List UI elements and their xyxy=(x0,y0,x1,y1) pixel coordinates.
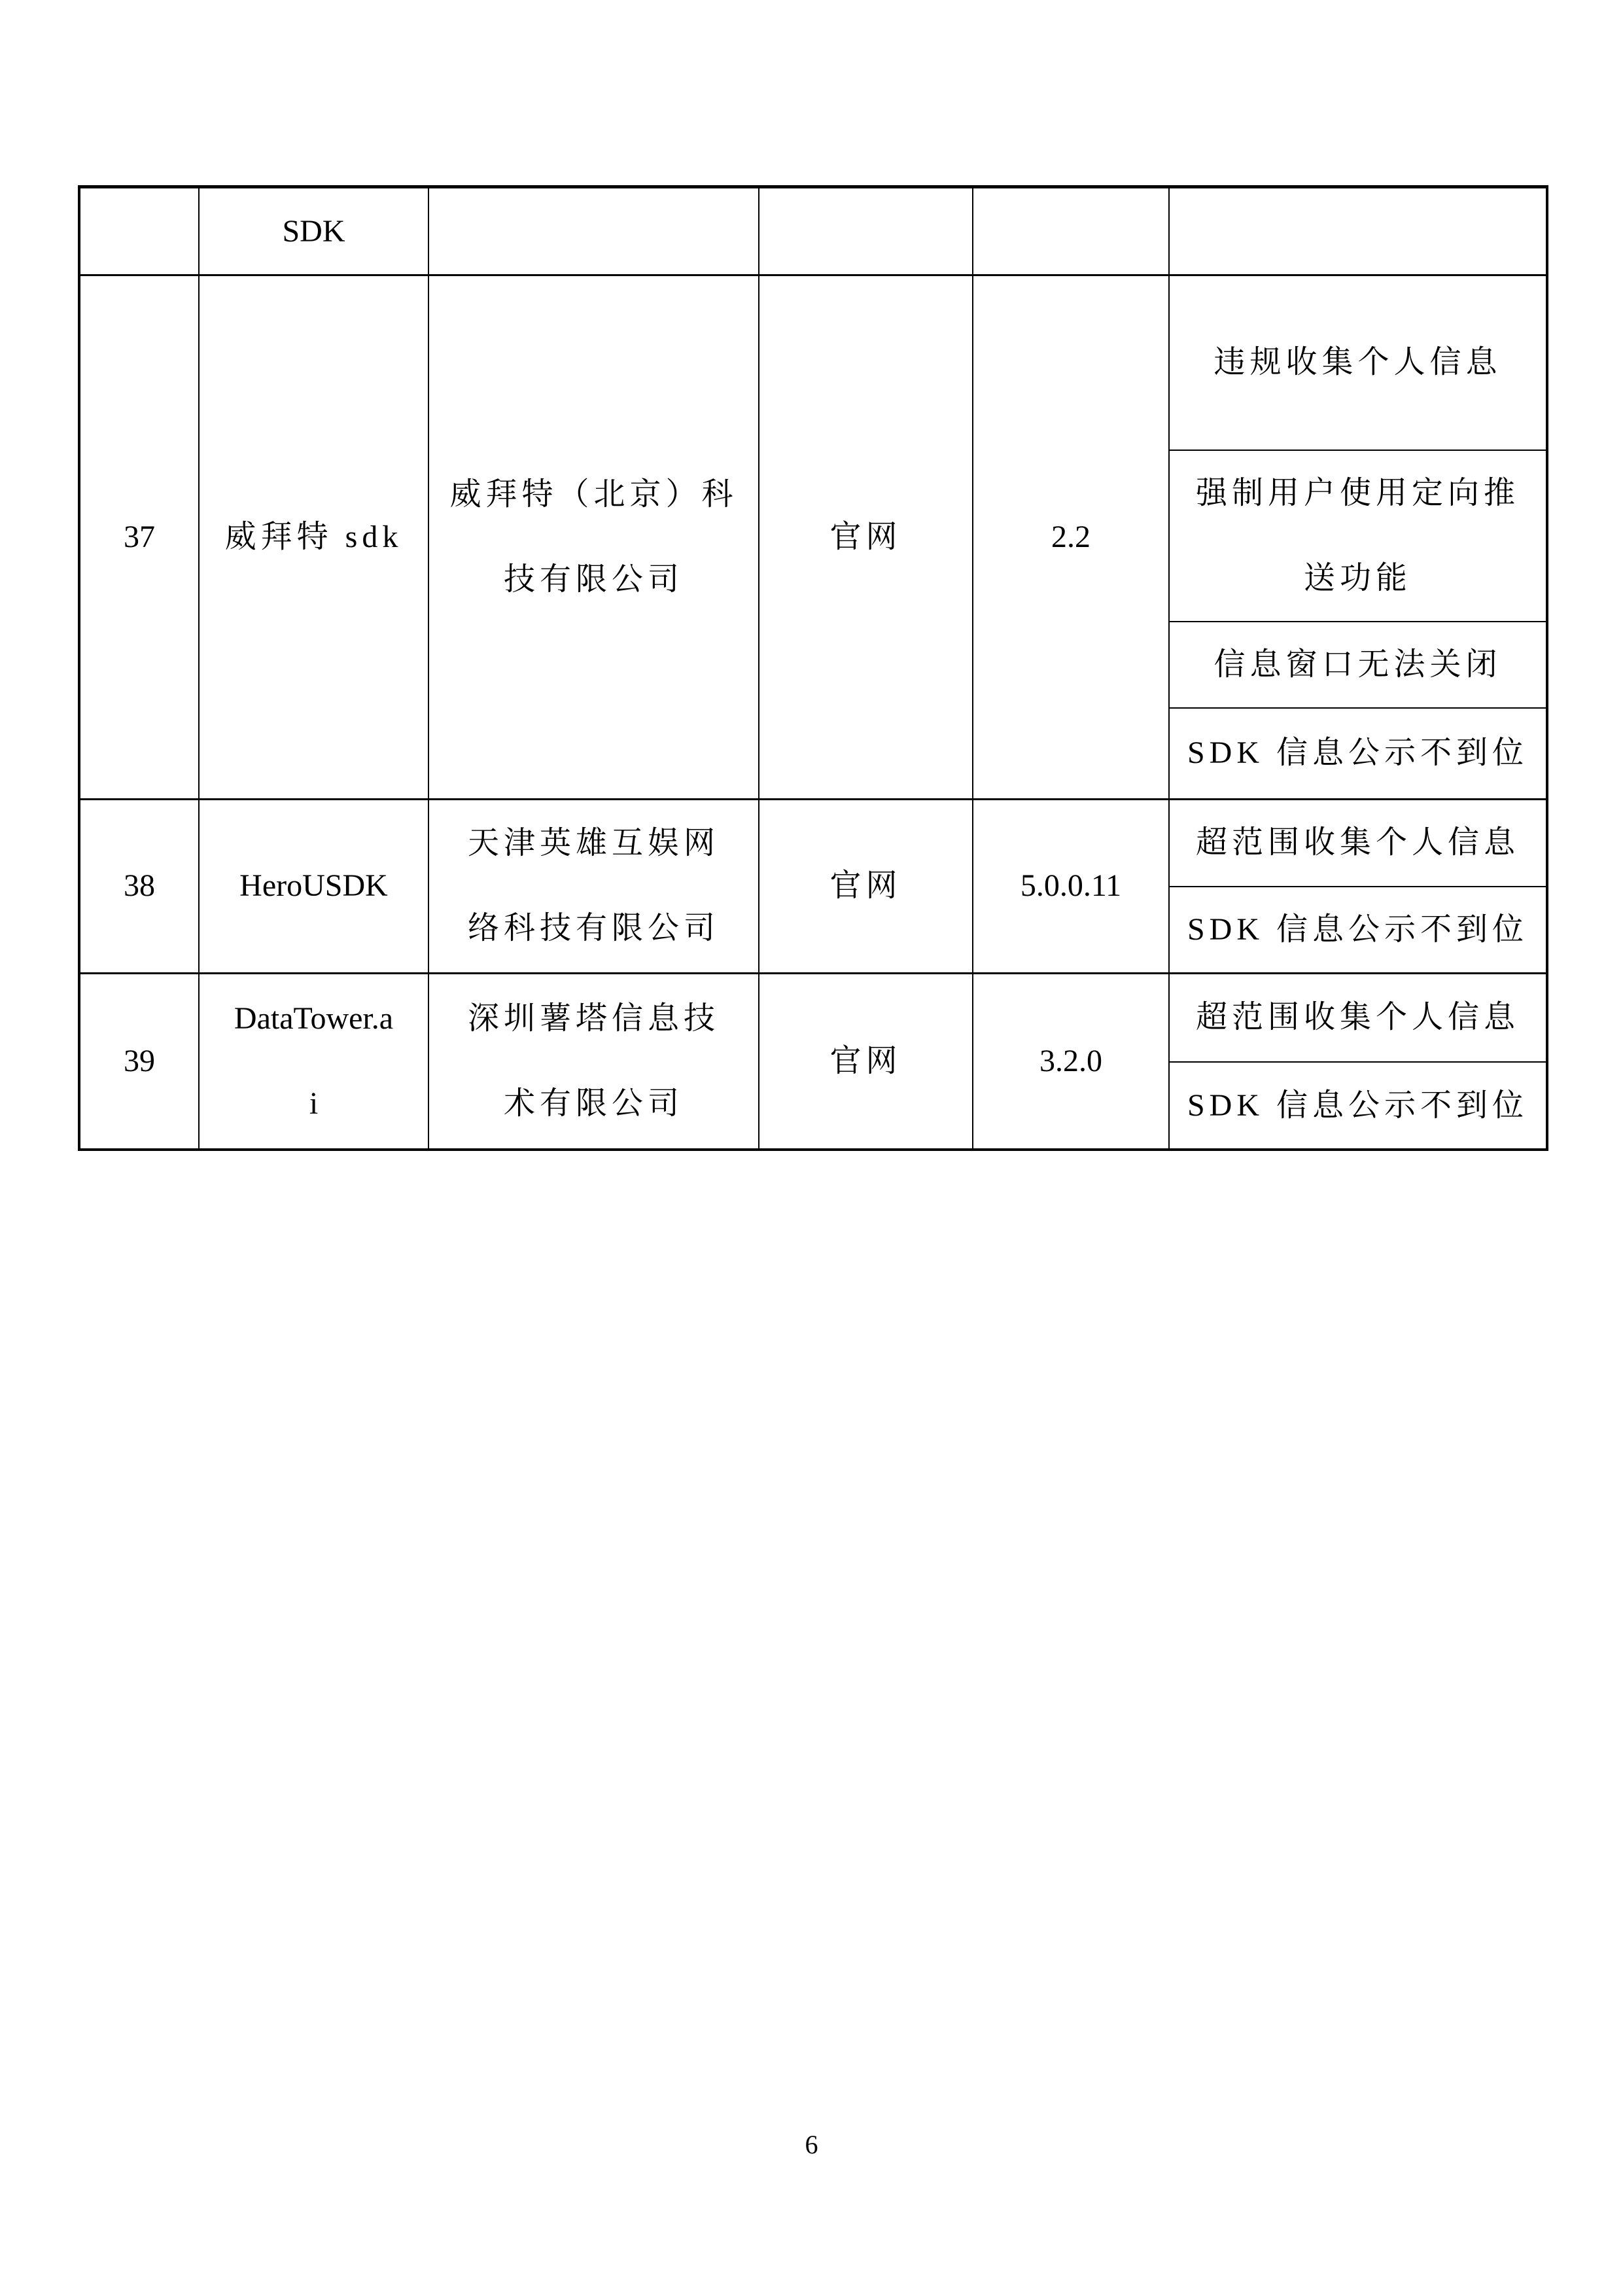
source-cell xyxy=(759,973,973,1150)
table-row-continuation xyxy=(79,187,1547,275)
version-cell-empty xyxy=(973,187,1169,275)
violation-line: SDK 信息公示不到位 xyxy=(1187,1087,1529,1123)
source-label: 官网 xyxy=(829,868,902,904)
violation-cell xyxy=(1169,973,1547,1062)
version-cell xyxy=(973,973,1169,1150)
source-label: 官网 xyxy=(829,1043,902,1078)
violation-cell xyxy=(1169,800,1547,887)
company-line: 络科技有限公司 xyxy=(467,911,720,946)
violation-line: SDK 信息公示不到位 xyxy=(1187,735,1529,771)
sdk-name-line: DataTower.a xyxy=(234,1000,394,1036)
company-cell-empty xyxy=(428,187,759,275)
table-row-38 xyxy=(79,800,1547,887)
sdk-name: 威拜特 sdk xyxy=(224,520,403,554)
source-cell xyxy=(759,275,973,800)
sdk-name-cell xyxy=(199,800,428,974)
row-index: 38 xyxy=(124,868,155,904)
sdk-name-cell xyxy=(199,275,428,800)
row-index-cell-empty xyxy=(79,187,199,275)
violation-line: 超范围收集个人信息 xyxy=(1195,1000,1520,1035)
source-cell xyxy=(759,800,973,974)
sdk-name-cell xyxy=(199,973,428,1150)
violation-line: 违规收集个人信息 xyxy=(1213,345,1502,380)
violation-cell xyxy=(1169,622,1547,708)
violation-cell xyxy=(1169,275,1547,450)
company-cell xyxy=(428,800,759,974)
company-line: 术有限公司 xyxy=(503,1086,684,1121)
row-index: 39 xyxy=(124,1043,155,1078)
violation-line: 送功能 xyxy=(1303,560,1412,595)
table-row-37 xyxy=(79,275,1547,450)
violation-line: SDK 信息公示不到位 xyxy=(1187,911,1529,947)
version-cell xyxy=(973,275,1169,800)
sdk-violation-table xyxy=(78,185,1548,1151)
sdk-name-continued-line: SDK xyxy=(282,213,345,249)
violation-line: 信息窗口无法关闭 xyxy=(1213,646,1502,682)
company-line: 技有限公司 xyxy=(503,562,684,597)
row-index-cell xyxy=(79,275,199,800)
table-row-39 xyxy=(79,973,1547,1062)
row-index: 37 xyxy=(124,520,155,554)
source-label: 官网 xyxy=(829,520,902,554)
version-label: 3.2.0 xyxy=(1039,1043,1102,1078)
version-label: 5.0.0.11 xyxy=(1020,868,1122,904)
company-line: 深圳薯塔信息技 xyxy=(467,1000,720,1036)
row-index-cell xyxy=(79,973,199,1150)
violation-line: 超范围收集个人信息 xyxy=(1195,825,1520,860)
violation-cell xyxy=(1169,887,1547,974)
version-cell xyxy=(973,800,1169,974)
sdk-name: HeroUSDK xyxy=(239,868,388,904)
violation-cell xyxy=(1169,450,1547,622)
company-cell xyxy=(428,275,759,800)
violation-cell-empty xyxy=(1169,187,1547,275)
sdk-name-cell-continued xyxy=(199,187,428,275)
violation-cell xyxy=(1169,708,1547,800)
violation-cell xyxy=(1169,1062,1547,1150)
page-number: 6 xyxy=(805,2130,818,2159)
sdk-name-line: i xyxy=(309,1086,319,1121)
violation-line: 强制用户使用定向推 xyxy=(1195,475,1520,510)
company-line: 天津英雄互娱网 xyxy=(467,826,720,861)
source-cell-empty xyxy=(759,187,973,275)
company-line: 威拜特（北京）科 xyxy=(449,477,738,512)
version-label: 2.2 xyxy=(1051,520,1091,554)
company-cell xyxy=(428,973,759,1150)
row-index-cell xyxy=(79,800,199,974)
